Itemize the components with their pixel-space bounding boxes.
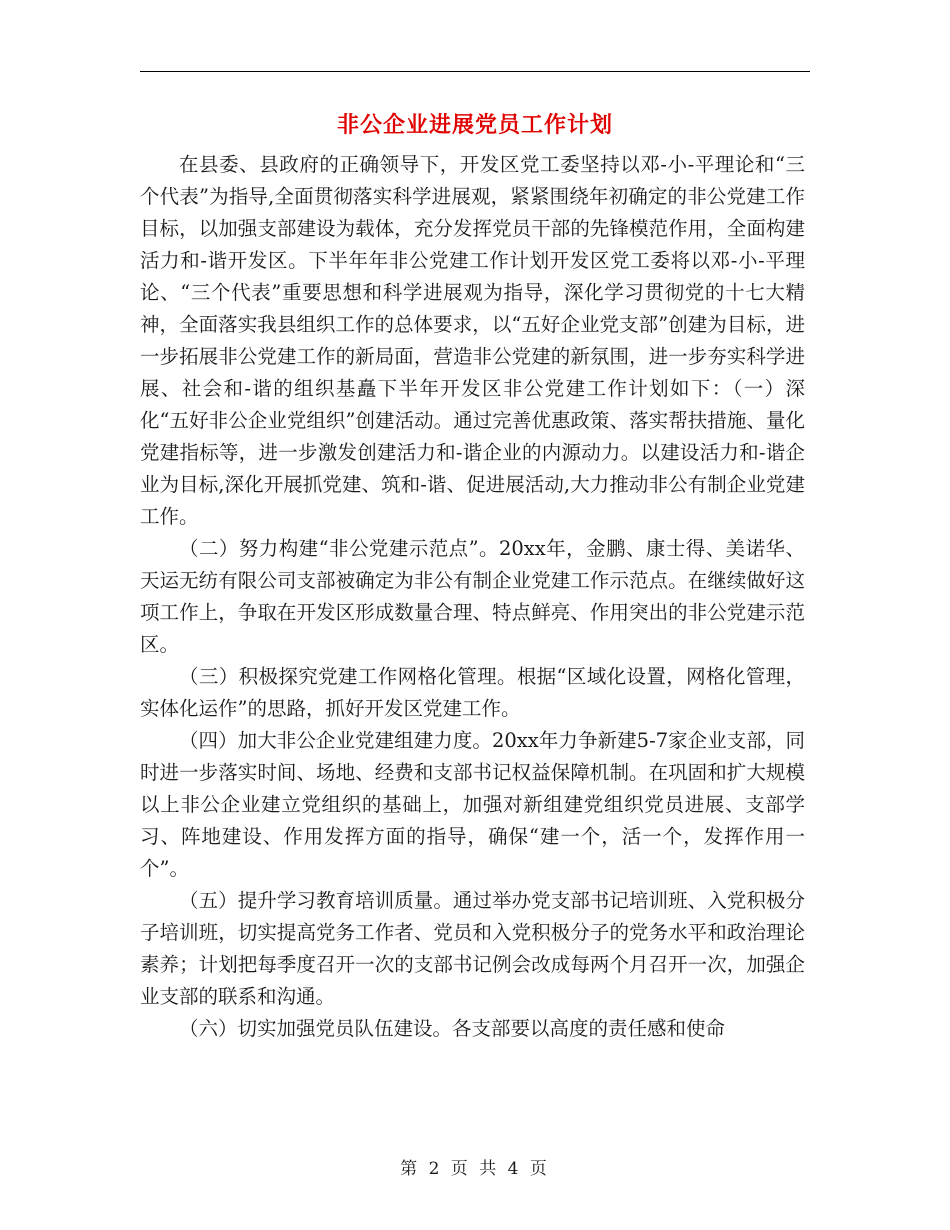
document-title: 非公企业进展党员工作计划 — [336, 112, 613, 138]
paragraph-training: （五）提升学习教育培训质量。通过举办党支部书记培训班、入党积极分子培训班，切实提高党务工作者、党员和入党积极分子的党务水平和政治理论素养；计划把每季度召开一次的支部书记例会改成每两个月召开一次，加强企业支部的联系和沟通。 — [140, 889, 805, 1008]
page-number-footer: 第 2 页 共 4 页 — [400, 1159, 550, 1179]
paragraph-grid-management: （三）积极探究党建工作网格化管理。根据“区域化设置，网格化管理，实体化运作”的思路，抓好开发区党建工作。 — [140, 665, 805, 720]
paragraph-demo-sites: （二）努力构建“非公党建示范点”。20xx年，金鹏、康士得、美诺华、天运无纺有限公司支部被确定为非公有制企业党建工作示范点。在继续做好这项工作上，争取在开发区形成数量合理、特点鲜亮、作用突出的非公党建示范区。 — [140, 537, 805, 656]
header-rule — [140, 71, 810, 72]
document-body — [140, 149, 805, 1045]
paragraph-intro: 在县委、县政府的正确领导下，开发区党工委坚持以邓-小-平理论和“三个代表”为指导,全面贯彻落实科学进展观，紧紧围绕年初确定的非公党建工作目标，以加强支部建设为载体，充分发挥党员干部的先锋模范作用，全面构建活力和-谐开发区。下半年年非公党建工作计划开发区党工委将以邓-小-平理论、“三个代表”重要思想和科学进展观为指导，深化学习贯彻党的十七大精神，全面落实我县组织工作的总体要求，以“五好企业党支部”创建为目标，进一步拓展非公党建工作的新局面，营造非公党建的新氛围，进一步夯实科学进展、社会和-谐的组织基矗下半年开发区非公党建工作计划如下：（一）深化“五好非公企业党组织”创建活动。通过完善优惠政策、落实帮扶措施、量化党建指标等，进一步激发创建活力和-谐企业的内源动力。以建设活力和-谐企业为目标,深化开展抓党建、筑和-谐、促进展活动,大力推动非公有制企业党建工作。 — [140, 153, 805, 528]
paragraph-organization-building: （四）加大非公企业党建组建力度。20xx年力争新建5-7家企业支部，同时进一步落实时间、场地、经费和支部书记权益保障机制。在巩固和扩大规模以上非公企业建立党组织的基础上，加强对新组建党组织党员进展、支部学习、阵地建设、作用发挥方面的指导，确保“建一个，活一个，发挥作用一个”。 — [140, 729, 805, 880]
paragraph-member-team: （六）切实加强党员队伍建设。各支部要以高度的责任感和使命 — [179, 1017, 726, 1040]
